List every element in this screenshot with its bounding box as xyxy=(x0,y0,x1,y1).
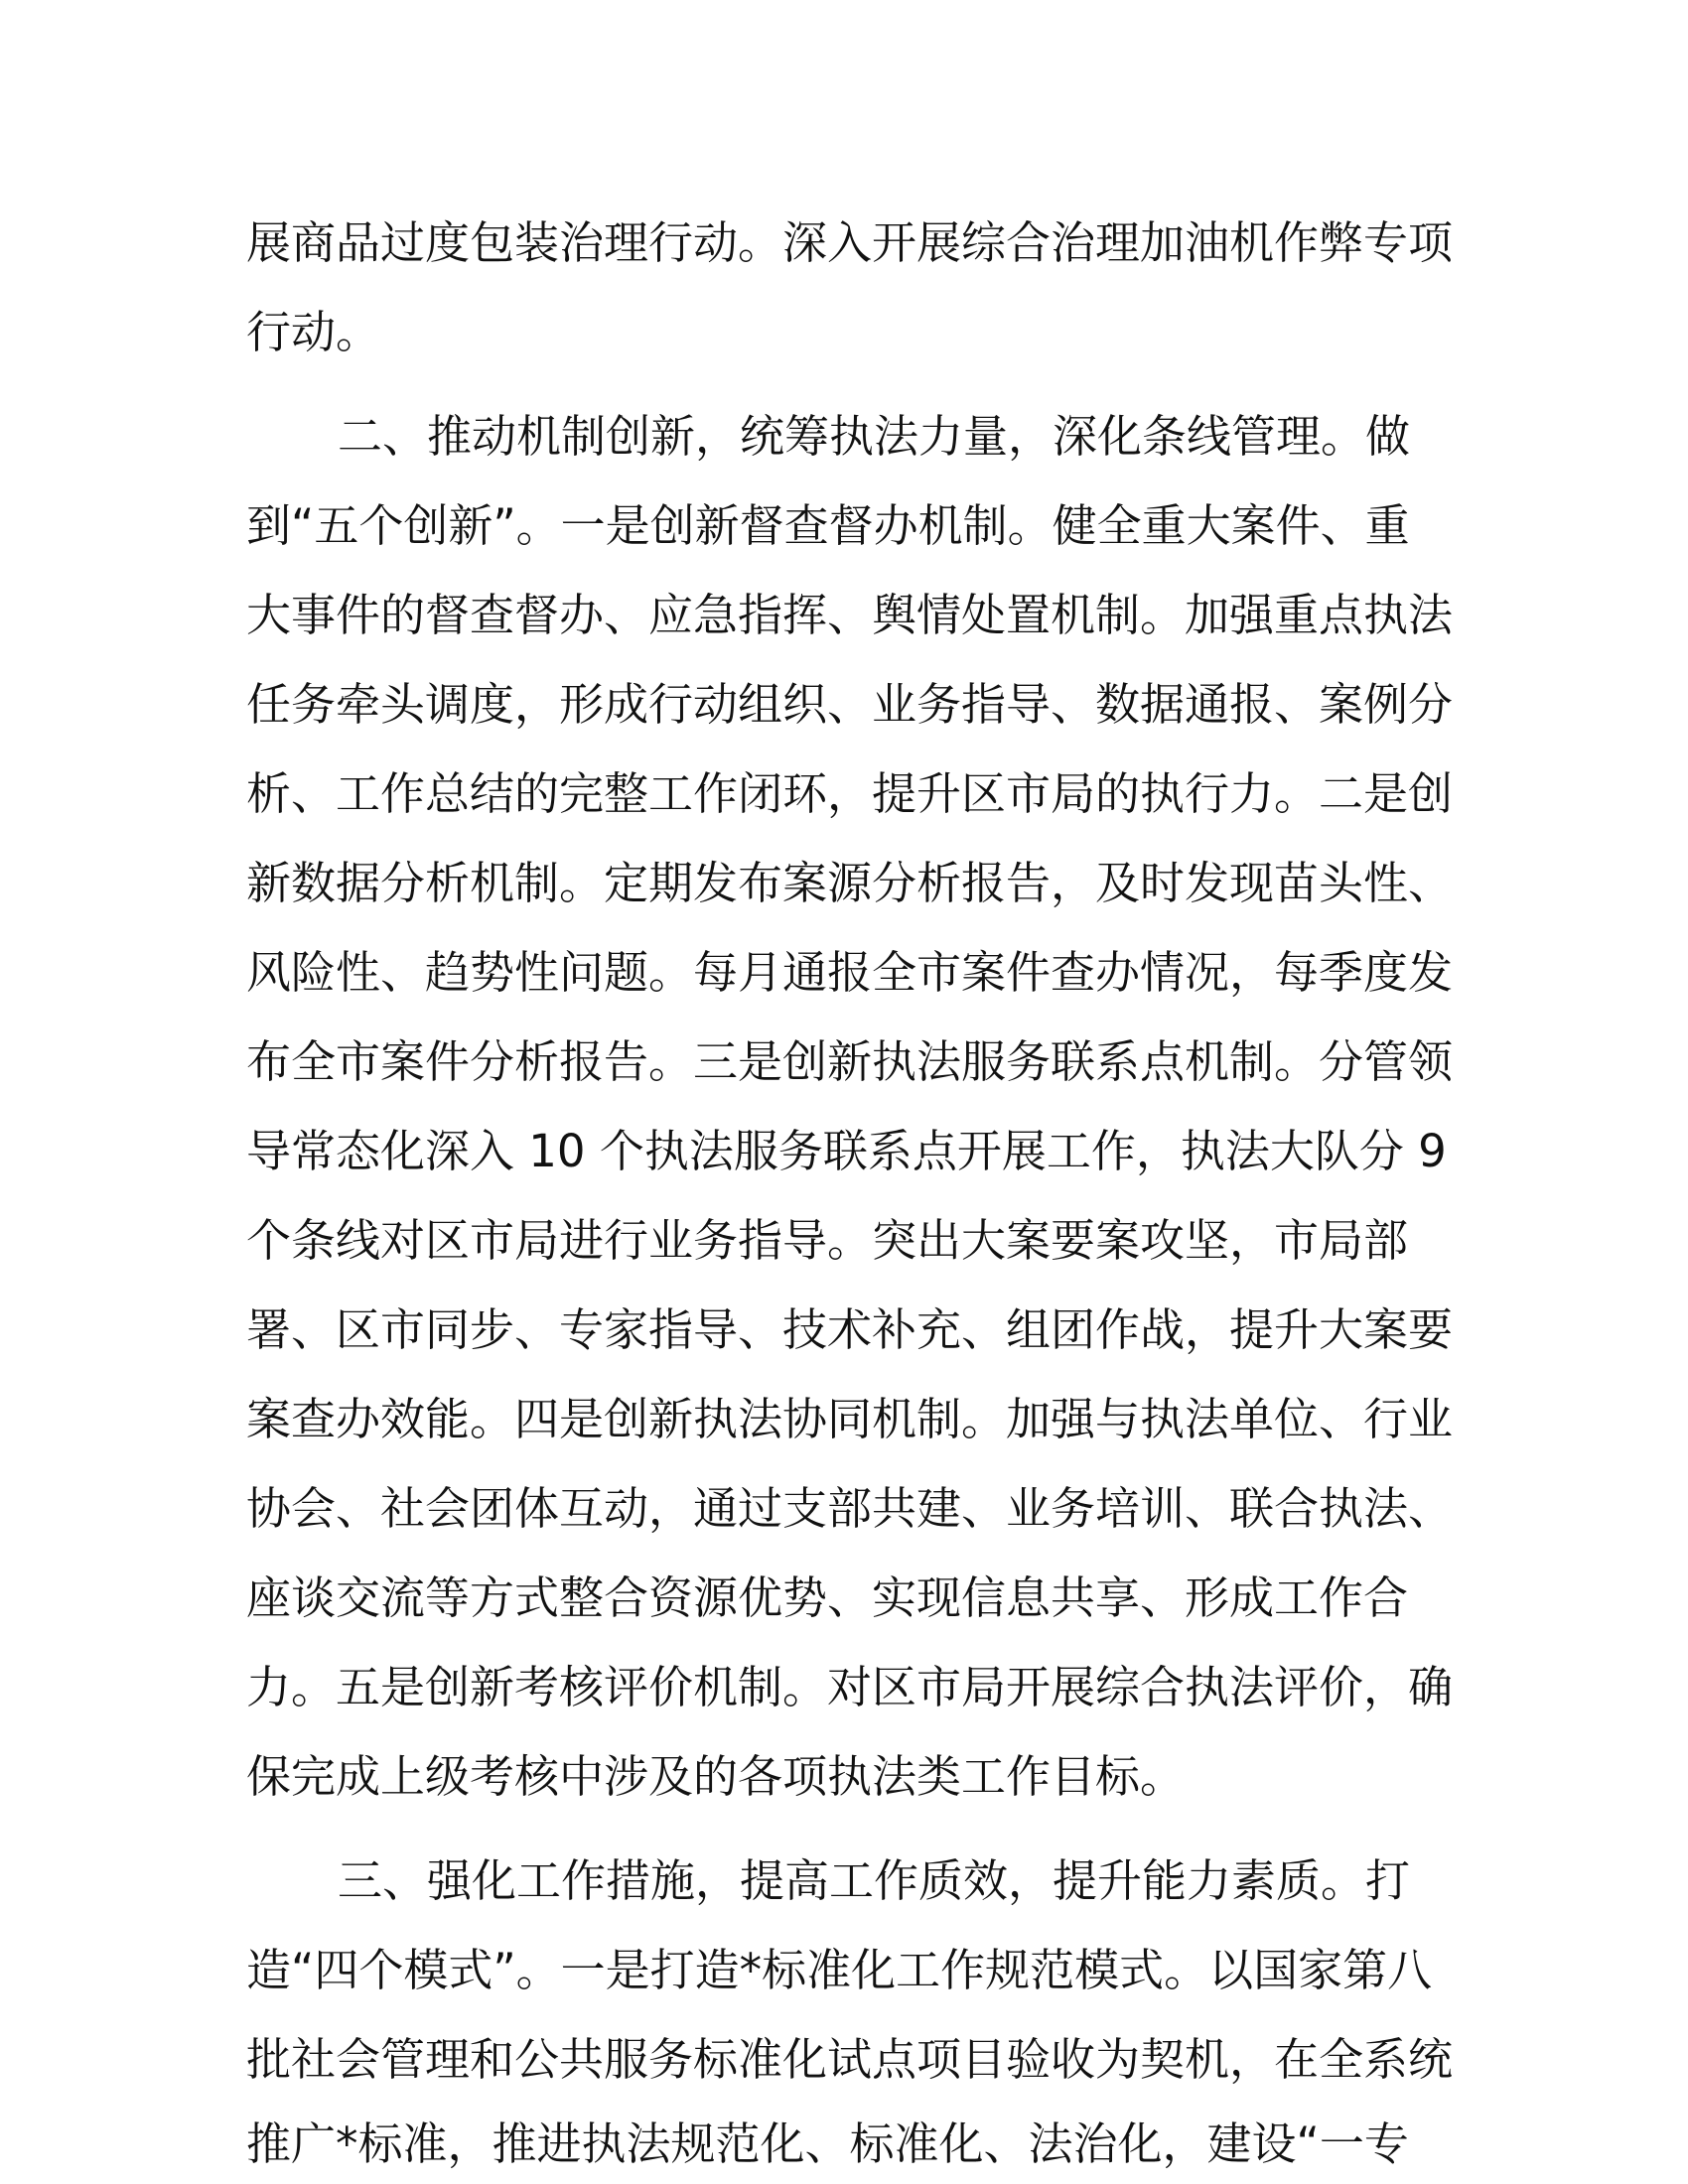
section-heading-line: 二、推动机制创新，统筹执法力量，深化条线管理。做 xyxy=(338,410,1411,463)
body-text-line: 座谈交流等方式整合资源优势、实现信息共享、形成工作合 xyxy=(246,1571,1409,1624)
body-text-line: 推广*标准，推进执法规范化、标准化、法治化，建设“一专 xyxy=(246,2117,1409,2170)
body-text-line: 展商品过度包装治理行动。深入开展综合治理加油机作弊专项 xyxy=(246,216,1454,269)
body-text-line: 署、区市同步、专家指导、技术补充、组团作战，提升大案要 xyxy=(246,1303,1454,1356)
body-text-line: 析、工作总结的完整工作闭环，提升区市局的执行力。二是创 xyxy=(246,767,1454,820)
body-text-line: 新数据分析机制。定期发布案源分析报告，及时发现苗头性、 xyxy=(246,857,1454,909)
body-text-line: 个条线对区市局进行业务指导。突出大案要案攻坚，市局部 xyxy=(246,1214,1409,1267)
body-text-line: 任务牵头调度，形成行动组织、业务指导、数据通报、案例分 xyxy=(246,678,1454,731)
body-text-line: 案查办效能。四是创新执法协同机制。加强与执法单位、行业 xyxy=(246,1393,1454,1445)
body-text-line: 布全市案件分析报告。三是创新执法服务联系点机制。分管领 xyxy=(246,1035,1454,1088)
body-text-line: 到“五个创新”。一是创新督查督办机制。健全重大案件、重 xyxy=(246,499,1410,552)
body-text-line: 力。五是创新考核评价机制。对区市局开展综合执法评价，确 xyxy=(246,1661,1454,1713)
body-text-line: 导常态化深入 10 个执法服务联系点开展工作，执法大队分 9 xyxy=(246,1125,1447,1177)
body-text-line: 大事件的督查督办、应急指挥、舆情处置机制。加强重点执法 xyxy=(246,589,1454,641)
section-heading-line: 三、强化工作措施，提高工作质效，提升能力素质。打 xyxy=(338,1854,1411,1907)
body-text-line: 保完成上级考核中涉及的各项执法类工作目标。 xyxy=(246,1750,1186,1803)
body-text-line: 行动。 xyxy=(246,306,381,358)
body-text-line: 造“四个模式”。一是打造*标准化工作规范模式。以国家第八 xyxy=(246,1944,1433,1996)
body-text-line: 批社会管理和公共服务标准化试点项目验收为契机，在全系统 xyxy=(246,2033,1454,2086)
body-text-line: 风险性、趋势性问题。每月通报全市案件查办情况，每季度发 xyxy=(246,946,1454,999)
body-text-line: 协会、社会团体互动，通过支部共建、业务培训、联合执法、 xyxy=(246,1482,1454,1535)
